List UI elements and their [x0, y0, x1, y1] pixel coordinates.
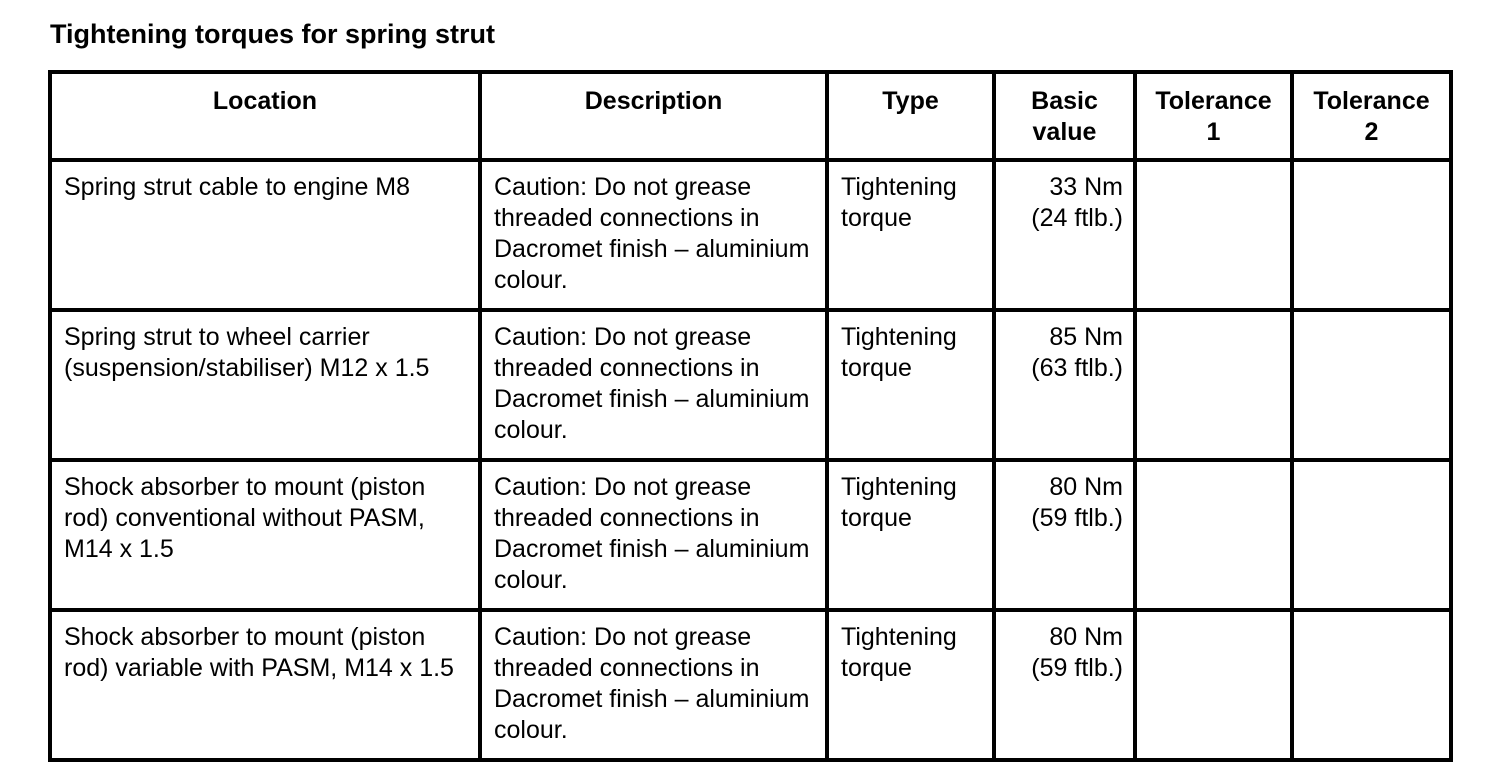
- tolerance-1-cell: [1135, 160, 1292, 310]
- header-tolerance-1: [1135, 72, 1292, 160]
- description-cell: Caution: Do not grease threaded connections in Dacromet finish – aluminium colour.: [480, 160, 827, 310]
- type-cell: Tightening torque: [827, 310, 994, 460]
- torque-table: [48, 70, 1453, 762]
- tolerance-2-cell: [1292, 310, 1451, 460]
- tolerance-1-cell: [1135, 310, 1292, 460]
- tolerance-1-cell: [1135, 610, 1292, 760]
- basic-value-imperial: (63 ftlb.): [1031, 354, 1123, 382]
- description-cell: Caution: Do not grease threaded connections in Dacromet finish – aluminium colour.: [480, 460, 827, 610]
- basic-value-cell: [994, 610, 1135, 760]
- document-title: Tightening torques for spring strut: [50, 19, 495, 49]
- basic-value-metric: 33 Nm: [1049, 173, 1123, 201]
- basic-value-imperial: (24 ftlb.): [1031, 204, 1123, 232]
- type-cell: Tightening torque: [827, 610, 994, 760]
- header-basic-value-line: Basic: [1031, 87, 1098, 115]
- tolerance-2-cell: [1292, 610, 1451, 760]
- table-row: [50, 310, 1451, 460]
- header-basic-value-line: value: [1032, 118, 1097, 146]
- header-tolerance-2-line: Tolerance: [1313, 87, 1430, 115]
- tolerance-2-cell: [1292, 160, 1451, 310]
- type-cell: Tightening torque: [827, 460, 994, 610]
- header-tolerance-2: [1292, 72, 1451, 160]
- table-row: [50, 160, 1451, 310]
- description-cell: Caution: Do not grease threaded connections in Dacromet finish – aluminium colour.: [480, 310, 827, 460]
- basic-value-cell: [994, 310, 1135, 460]
- header-description: Description: [480, 72, 827, 160]
- basic-value-imperial: (59 ftlb.): [1031, 654, 1123, 682]
- location-cell: Spring strut cable to engine M8: [50, 160, 480, 310]
- basic-value-imperial: (59 ftlb.): [1031, 504, 1123, 532]
- location-cell: Shock absorber to mount (piston rod) conventional without PASM, M14 x 1.5: [50, 460, 480, 610]
- basic-value-cell: [994, 160, 1135, 310]
- basic-value-metric: 80 Nm: [1049, 473, 1123, 501]
- location-cell: Shock absorber to mount (piston rod) variable with PASM, M14 x 1.5: [50, 610, 480, 760]
- tolerance-2-cell: [1292, 460, 1451, 610]
- table-row: [50, 460, 1451, 610]
- header-tolerance-2-line: 2: [1364, 118, 1379, 146]
- table-row: [50, 610, 1451, 760]
- header-tolerance-1-line: 1: [1206, 118, 1221, 146]
- basic-value-metric: 85 Nm: [1049, 323, 1123, 351]
- header-tolerance-1-line: Tolerance: [1155, 87, 1272, 115]
- header-basic-value: [994, 72, 1135, 160]
- basic-value-cell: [994, 460, 1135, 610]
- tolerance-1-cell: [1135, 460, 1292, 610]
- header-type: Type: [827, 72, 994, 160]
- table-header-row: [50, 72, 1451, 160]
- basic-value-metric: 80 Nm: [1049, 623, 1123, 651]
- header-location: Location: [50, 72, 480, 160]
- location-cell: Spring strut to wheel carrier (suspension/stabiliser) M12 x 1.5: [50, 310, 480, 460]
- type-cell: Tightening torque: [827, 160, 994, 310]
- description-cell: Caution: Do not grease threaded connections in Dacromet finish – aluminium colour.: [480, 610, 827, 760]
